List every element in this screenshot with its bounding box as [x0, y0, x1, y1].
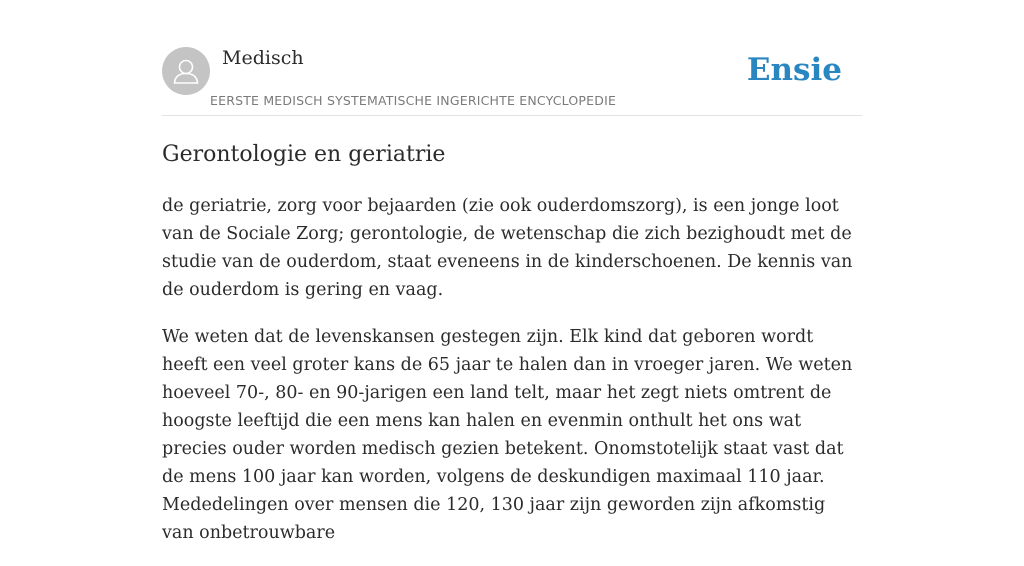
ensie-logo[interactable]: Ensie — [746, 52, 842, 88]
article-paragraph: We weten dat de levenskansen gestegen zijn. Elk kind dat geboren wordt heeft een veel groter kans de 65 jaar te halen dan in vroeger jaren. We weten hoeveel 70-, 80- en 90-jarigen een land telt, maar het zegt niets omtrent de hoogste leeftijd die een mens kan halen en evenmin onthult het ons wat precies ouder worden medisch gezien betekent. Onomstotelijk staat vast dat de mens 100 jaar kan worden, volgens de deskundigen maximaal 110 jaar. Mededelingen over mensen die 120, 130 jaar zijn geworden zijn afkomstig van onbetrouwbare — [162, 327, 853, 543]
article-title: Gerontologie en geriatrie — [162, 142, 446, 167]
content-container — [162, 0, 862, 543]
article-paragraph: de geriatrie, zorg voor bejaarden (zie ook ouderdomszorg), is een jonge loot van de Sociale Zorg; gerontologie, de wetenschap die zich bezighoudt met de studie van de ouderdom, staat eveneens in de kinderschoenen. De kennis van de ouderdom is gering en vaag. — [162, 196, 853, 300]
header — [162, 0, 862, 116]
source-subtitle: EERSTE MEDISCH SYSTEMATISCHE INGERICHTE ENCYCLOPEDIE — [210, 93, 617, 108]
article-body — [162, 192, 862, 566]
author-name[interactable]: Medisch — [222, 47, 304, 69]
avatar[interactable] — [162, 47, 210, 95]
user-outline-icon — [162, 47, 210, 95]
